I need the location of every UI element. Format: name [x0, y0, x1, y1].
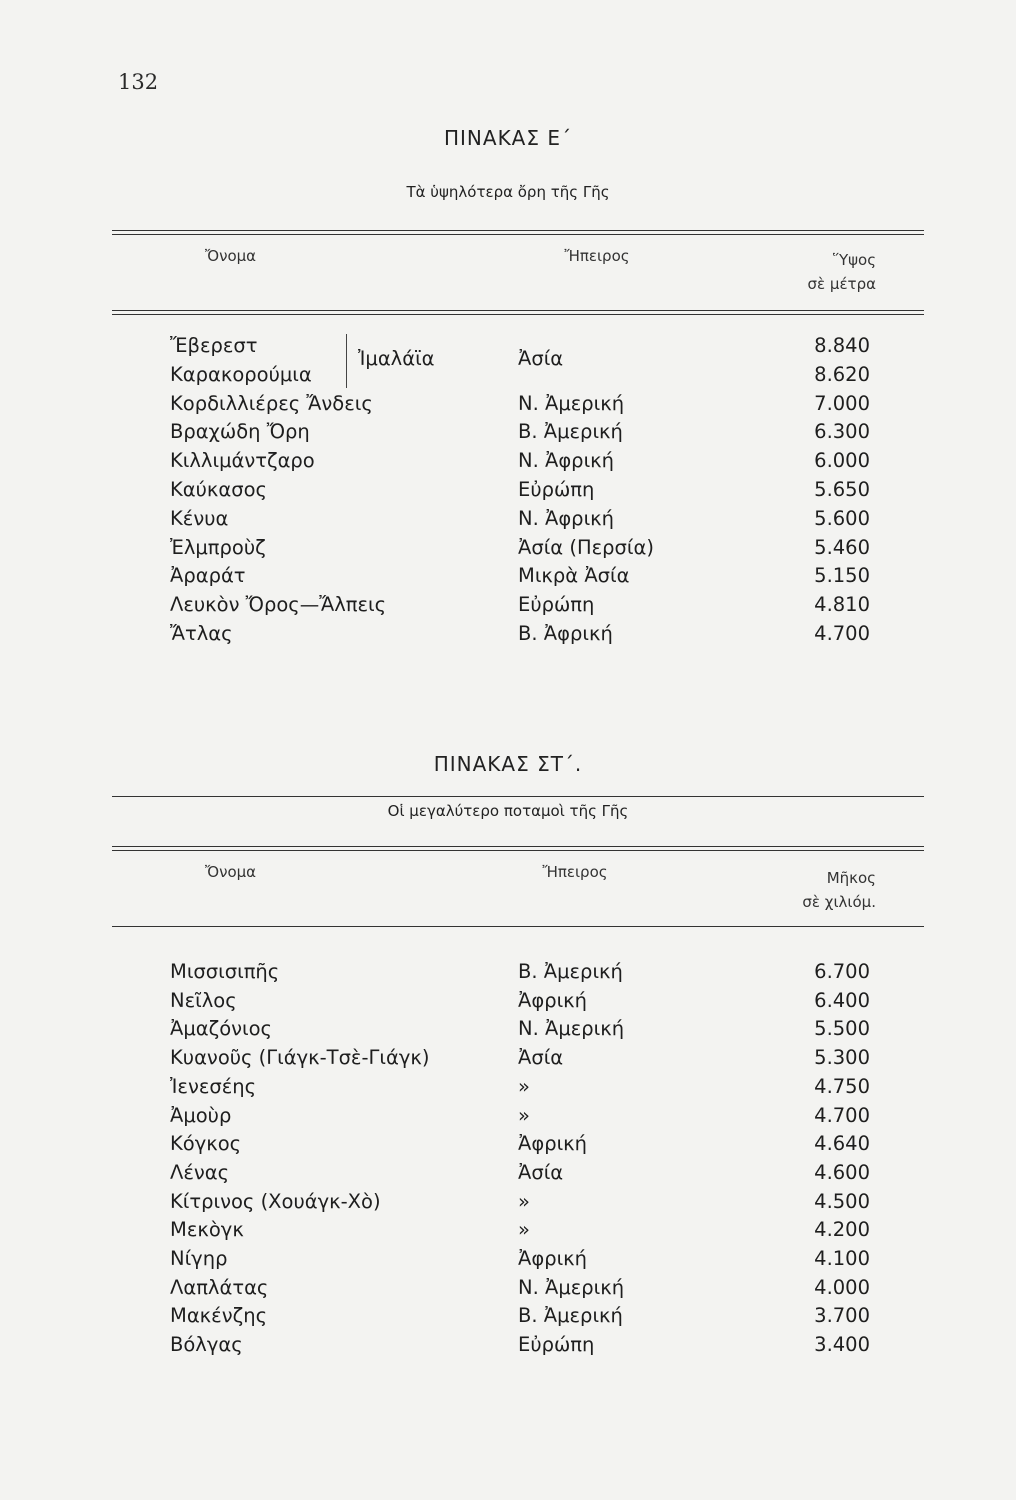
group-label-himalaya: Ἰμαλάϊα [358, 347, 435, 370]
row-name: Κορδιλλιέρες Ἄνδεις [170, 391, 373, 415]
table-row [0, 561, 1016, 590]
row-value: 4.700 [814, 1103, 870, 1127]
row-name: Μακένζης [170, 1304, 268, 1328]
row-value: 5.600 [814, 506, 870, 530]
row-continent: Ν. Ἀμερική [518, 1017, 625, 1041]
row-name: Ἐλμπροὺζ [170, 535, 266, 559]
row-continent: » [518, 1189, 530, 1213]
row-value: 3.700 [814, 1304, 870, 1328]
table-st-header-continent: Ἤπειρος [542, 863, 608, 881]
row-continent: Ν. Ἀμερική [518, 391, 625, 415]
table-e-header-rule [112, 310, 924, 315]
row-name: Ἄτλας [170, 622, 233, 645]
row-name: Ἀραράτ [170, 564, 246, 588]
row-name: Κίτρινος (Χουάγκ-Χὸ) [170, 1189, 381, 1213]
table-e-header-continent: Ἤπειρος [564, 247, 630, 265]
table-row [0, 331, 1016, 370]
row-continent: Μικρὰ Ἀσία [518, 564, 630, 588]
table-row [0, 1215, 1016, 1244]
row-value: 4.500 [814, 1189, 870, 1213]
table-row [0, 475, 1016, 504]
row-value: 4.200 [814, 1218, 870, 1242]
row-continent: Ἀφρική [518, 988, 588, 1012]
table-row [0, 446, 1016, 475]
row-continent: Β. Ἀφρική [518, 622, 613, 645]
row-name: Ἀμαζόνιος [170, 1017, 273, 1041]
table-st-header-rule [112, 926, 924, 927]
table-row [0, 590, 1016, 619]
row-value: 5.460 [814, 535, 870, 559]
row-value: 3.400 [814, 1333, 870, 1357]
row-name: Μεκὸγκ [170, 1218, 244, 1242]
row-name: Καρακορούμια [170, 362, 312, 386]
table-row [0, 1330, 1016, 1359]
row-continent: Ἀφρική [518, 1132, 588, 1156]
row-name: Ἰενεσέης [170, 1074, 257, 1098]
row-continent: Ἀφρική [518, 1247, 588, 1270]
row-continent: Εὐρώπη [518, 593, 595, 617]
row-value: 4.100 [814, 1247, 870, 1270]
row-name: Νίγηρ [170, 1247, 228, 1270]
table-row [0, 1273, 1016, 1302]
row-name: Νεῖλος [170, 988, 237, 1012]
table-e-header-value-line2: σὲ μέτρα [807, 275, 876, 293]
table-st-top-rule [112, 796, 924, 797]
table-row [0, 504, 1016, 533]
row-value: 6.000 [814, 449, 870, 473]
table-row [0, 1101, 1016, 1130]
row-name: Κόγκος [170, 1132, 242, 1156]
row-name: Λένας [170, 1160, 230, 1184]
row-value: 6.400 [814, 988, 870, 1012]
row-value: 5.300 [814, 1046, 870, 1070]
table-st-title: ΠΙΝΑΚΑΣ ΣΤ΄. [433, 752, 583, 776]
row-value: 4.640 [814, 1132, 870, 1156]
table-e-header-value-line1: Ὕψος [832, 251, 876, 269]
row-value: 4.700 [814, 622, 870, 645]
row-value: 5.150 [814, 564, 870, 588]
row-name: Μισσισιπῆς [170, 960, 280, 983]
page-number: 132 [118, 70, 159, 94]
row-continent: Β. Ἀμερική [518, 420, 623, 444]
table-row [0, 619, 1016, 648]
table-st-header-name: Ὄνομα [205, 863, 257, 881]
row-value: 4.750 [814, 1074, 870, 1098]
row-name: Ἀμοὺρ [170, 1103, 232, 1127]
row-continent: » [518, 1218, 530, 1242]
row-continent: Ν. Ἀφρική [518, 449, 615, 473]
table-row [0, 1244, 1016, 1273]
row-value: 6.300 [814, 420, 870, 444]
table-row [0, 986, 1016, 1015]
table-row [0, 1043, 1016, 1072]
table-st-header-value-line1: Μῆκος [826, 869, 876, 887]
row-value: 4.000 [814, 1275, 870, 1299]
table-row [0, 1072, 1016, 1101]
row-name: Κένυα [170, 506, 229, 530]
table-row [0, 957, 1016, 986]
row-value: 8.840 [814, 334, 870, 357]
table-e-header-name: Ὄνομα [205, 247, 257, 265]
row-name: Λευκὸν Ὄρος—Ἄλπεις [170, 593, 387, 617]
row-continent: Ἀσία [518, 1160, 564, 1184]
table-e-subtitle: Τὰ ὑψηλότερα ὄρη τῆς Γῆς [406, 183, 610, 201]
row-value: 4.810 [814, 593, 870, 617]
table-row [0, 1187, 1016, 1216]
row-continent: Εὐρώπη [518, 1333, 595, 1357]
row-continent: Ἀσία [518, 347, 564, 370]
table-row [0, 1014, 1016, 1043]
table-st-subtitle: Οἱ μεγαλύτερο ποταμοὶ τῆς Γῆς [387, 802, 629, 820]
table-row [0, 1129, 1016, 1158]
row-continent: Β. Ἀμερική [518, 1304, 623, 1328]
row-value: 4.600 [814, 1160, 870, 1184]
table-row [0, 417, 1016, 446]
row-name: Κιλλιμάντζαρο [170, 449, 315, 473]
row-name: Ἔβερεστ [170, 334, 258, 357]
row-value: 8.620 [814, 362, 870, 386]
row-continent: Ν. Ἀφρική [518, 506, 615, 530]
row-value: 5.650 [814, 478, 870, 501]
row-continent: Ν. Ἀμερική [518, 1275, 625, 1299]
table-row [0, 533, 1016, 562]
row-continent: Ἀσία (Περσία) [518, 535, 654, 559]
row-name: Λαπλάτας [170, 1275, 269, 1299]
row-continent: Εὐρώπη [518, 478, 595, 501]
table-e-top-rule [112, 230, 924, 235]
table-row [0, 389, 1016, 418]
row-continent: » [518, 1074, 530, 1098]
table-row [0, 1158, 1016, 1187]
row-continent: Ἀσία [518, 1046, 564, 1070]
table-st-subtitle-rule [112, 846, 924, 851]
row-continent: » [518, 1103, 530, 1127]
row-name: Βραχώδη Ὄρη [170, 420, 310, 444]
row-value: 6.700 [814, 960, 870, 983]
row-value: 5.500 [814, 1017, 870, 1041]
table-e-title: ΠΙΝΑΚΑΣ Ε΄ [443, 126, 572, 150]
table-row [0, 360, 1016, 389]
row-name: Κυανοῦς (Γιάγκ-Τσὲ-Γιάγκ) [170, 1046, 430, 1070]
row-value: 7.000 [814, 391, 870, 415]
table-row [0, 1301, 1016, 1330]
table-st-header-value-line2: σὲ χιλιόμ. [802, 893, 876, 911]
row-name: Βόλγας [170, 1333, 243, 1357]
row-continent: Β. Ἀμερική [518, 960, 623, 983]
row-name: Καύκασος [170, 478, 268, 501]
